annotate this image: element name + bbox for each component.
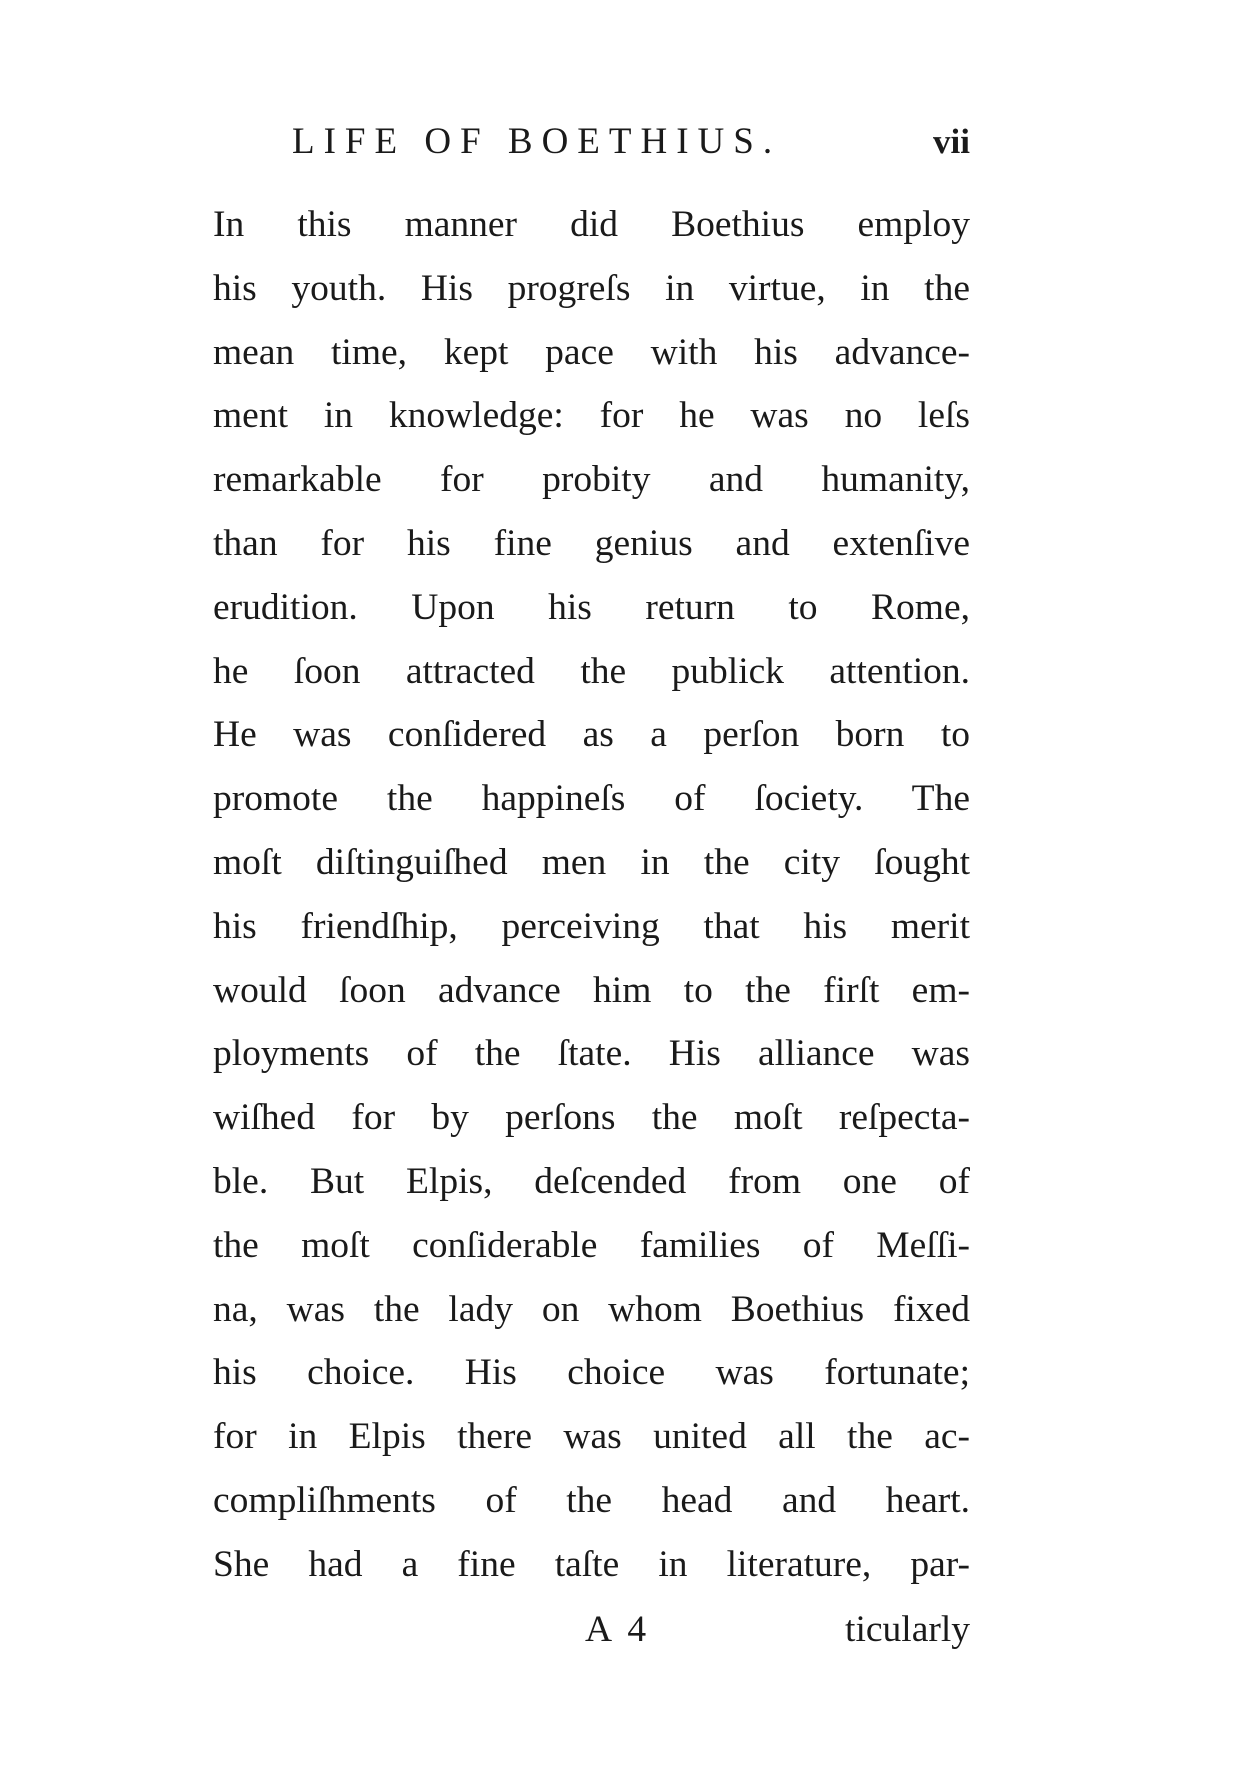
text-line: She had a fine taſte in literature, par- <box>213 1543 970 1585</box>
text-line: ble. But Elpis, deſcended from one of <box>213 1160 970 1202</box>
text-line: ployments of the ſtate. His alliance was <box>213 1033 970 1075</box>
text-line: promote the happineſs of ſociety. The <box>213 778 970 820</box>
text-line: the moſt conſiderable families of Meſſi- <box>213 1224 970 1266</box>
text-line: for in Elpis there was united all the ac- <box>213 1416 970 1458</box>
text-line: mean time, kept pace with his advance- <box>213 331 970 373</box>
body-text <box>213 193 970 1597</box>
text-line: erudition. Upon his return to Rome, <box>213 586 970 628</box>
running-head <box>200 112 970 172</box>
catchword: ticularly <box>845 1609 970 1650</box>
text-line: than for his fine genius and extenſive <box>213 522 970 564</box>
text-line: He was conſidered as a perſon born to <box>213 714 970 756</box>
text-line: In this manner did Boethius employ <box>213 204 970 245</box>
text-line: wiſhed for by perſons the moſt reſpecta- <box>213 1097 970 1139</box>
text-line: remarkable for probity and humanity, <box>213 459 970 501</box>
text-line: na, was the lady on whom Boethius fixed <box>213 1288 970 1330</box>
running-title: LIFE OF BOETHIUS. <box>292 121 782 162</box>
text-line: moſt diſtinguiſhed men in the city ſought <box>213 841 970 883</box>
text-line: he ſoon attracted the publick attention. <box>213 650 970 692</box>
signature-mark: A 4 <box>585 1609 651 1650</box>
page-number: vii <box>933 122 970 161</box>
text-line: ment in knowledge: for he was no leſs <box>213 395 970 437</box>
page-footer <box>213 1598 970 1662</box>
text-line: his choice. His choice was fortunate; <box>213 1352 970 1394</box>
text-line: would ſoon advance him to the firſt em- <box>213 969 970 1011</box>
text-line: his youth. His progreſs in virtue, in the <box>213 267 970 309</box>
text-line: compliſhments of the head and heart. <box>213 1479 970 1521</box>
text-line: his friendſhip, perceiving that his merit <box>213 905 970 947</box>
